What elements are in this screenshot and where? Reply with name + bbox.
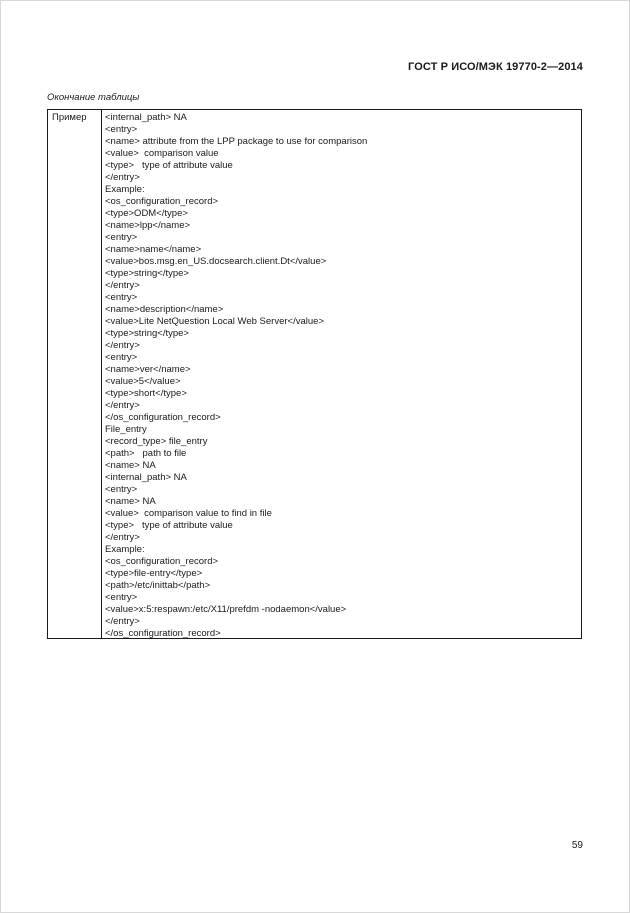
code-line: Example: [105,544,145,555]
code-line: <entry> [105,592,138,603]
code-line: <os_configuration_record> [105,556,219,567]
code-line: <name>ver</name> [105,364,191,375]
code-line: <entry> [105,352,138,363]
table-caption: Окончание таблицы [47,92,140,103]
code-line: <type>string</type> [105,268,189,279]
page-number: 59 [571,840,583,851]
code-line: <entry> [105,124,138,135]
code-line: <name>name</name> [105,244,202,255]
code-line: <internal_path> NA [105,472,187,483]
code-line: <entry> [105,232,138,243]
code-line: <value>bos.msg.en_US.docsearch.client.Dt</value> [105,256,327,267]
code-line: <value> comparison value [105,148,219,159]
code-line: <value>Lite NetQuestion Local Web Server</value> [105,316,324,327]
code-line: <name>description</name> [105,304,224,315]
code-line: File_entry [105,424,147,435]
code-line: </os_configuration_record> [105,628,221,639]
code-line: <entry> [105,484,138,495]
code-line: </os_configuration_record> [105,412,221,423]
code-line: <name> NA [105,496,156,507]
code-line: <type>ODM</type> [105,208,188,219]
code-line: <name> NA [105,460,156,471]
code-line: <value>5</value> [105,376,181,387]
example-table [47,109,582,639]
code-line: <path>/etc/inittab</path> [105,580,211,591]
code-line: <type> type of attribute value [105,520,233,531]
code-line: <name>lpp</name> [105,220,191,231]
code-line: </entry> [105,280,140,291]
code-line: <type>file-entry</type> [105,568,203,579]
code-line: </entry> [105,400,140,411]
code-line: <path> path to file [105,448,187,459]
code-line: <type>string</type> [105,328,189,339]
code-line: <entry> [105,292,138,303]
code-line: Example: [105,184,145,195]
code-line: <os_configuration_record> [105,196,219,207]
code-line: <type>short</type> [105,388,187,399]
code-line: </entry> [105,532,140,543]
code-line: <value> comparison value to find in file [105,508,272,519]
table-label-cell: Пример [48,110,102,638]
code-line: <name> attribute from the LPP package to use for comparison [105,136,368,147]
code-line: </entry> [105,340,140,351]
document-header-standard: ГОСТ Р ИСО/МЭК 19770-2—2014 [408,61,583,73]
code-line: <type> type of attribute value [105,160,233,171]
code-line: </entry> [105,172,140,183]
code-line: </entry> [105,616,140,627]
code-line: <value>x:5:respawn:/etc/X11/prefdm -nodaemon</value> [105,604,347,615]
table-content-cell [102,110,581,638]
code-line: <record_type> file_entry [105,436,208,447]
code-line: <internal_path> NA [105,112,187,123]
